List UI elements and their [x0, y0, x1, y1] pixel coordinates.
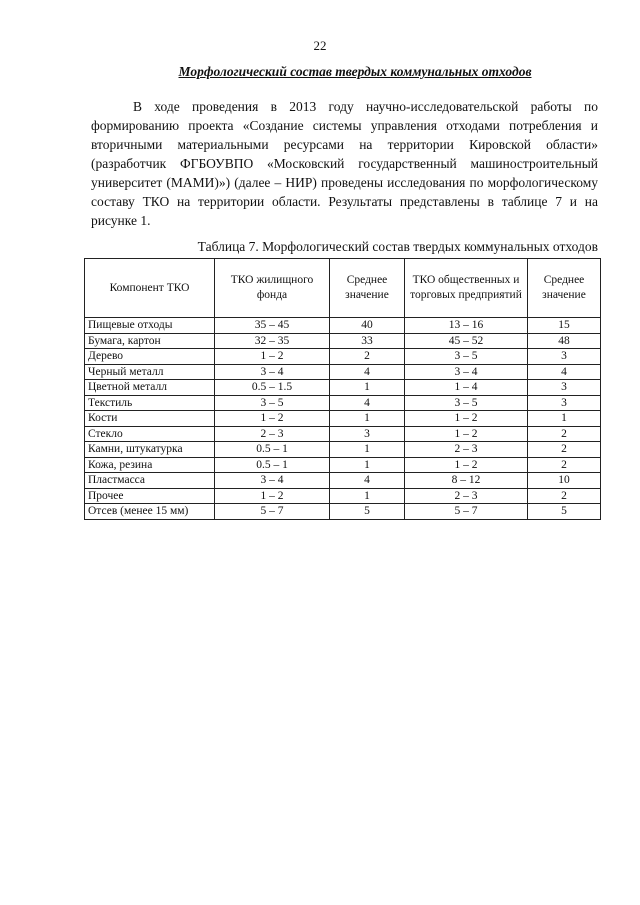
component-name-cell: Текстиль — [85, 395, 215, 411]
commercial-average-cell: 3 — [528, 349, 601, 365]
commercial-range-cell: 3 – 5 — [405, 395, 528, 411]
residential-average-cell: 4 — [330, 473, 405, 489]
residential-range-cell: 32 – 35 — [215, 333, 330, 349]
residential-range-cell: 3 – 4 — [215, 364, 330, 380]
table-row — [85, 395, 601, 411]
component-name-cell: Кожа, резина — [85, 457, 215, 473]
residential-range-cell: 0.5 – 1.5 — [215, 380, 330, 396]
commercial-average-cell: 10 — [528, 473, 601, 489]
header-component: Компонент ТКО — [85, 259, 215, 318]
commercial-average-cell: 5 — [528, 504, 601, 520]
commercial-range-cell: 3 – 5 — [405, 349, 528, 365]
table-row — [85, 457, 601, 473]
residential-average-cell: 3 — [330, 426, 405, 442]
residential-range-cell: 5 – 7 — [215, 504, 330, 520]
component-name-cell: Камни, штукатурка — [85, 442, 215, 458]
commercial-range-cell: 1 – 2 — [405, 457, 528, 473]
waste-composition-table — [84, 258, 601, 520]
commercial-range-cell: 3 – 4 — [405, 364, 528, 380]
table-row — [85, 333, 601, 349]
commercial-range-cell: 1 – 2 — [405, 411, 528, 427]
commercial-range-cell: 2 – 3 — [405, 488, 528, 504]
commercial-average-cell: 2 — [528, 442, 601, 458]
commercial-average-cell: 48 — [528, 333, 601, 349]
page-number: 22 — [313, 38, 327, 53]
residential-range-cell: 3 – 4 — [215, 473, 330, 489]
table-row — [85, 380, 601, 396]
residential-range-cell: 2 – 3 — [215, 426, 330, 442]
residential-average-cell: 33 — [330, 333, 405, 349]
component-name-cell: Цветной металл — [85, 380, 215, 396]
commercial-average-cell: 2 — [528, 457, 601, 473]
commercial-range-cell: 13 – 16 — [405, 318, 528, 334]
header-commercial: ТКО общественных и торговых предприятий — [405, 259, 528, 318]
table-header-row — [85, 259, 601, 318]
table-row — [85, 318, 601, 334]
commercial-average-cell: 3 — [528, 380, 601, 396]
component-name-cell: Бумага, картон — [85, 333, 215, 349]
table-row — [85, 488, 601, 504]
commercial-average-cell: 15 — [528, 318, 601, 334]
commercial-range-cell: 1 – 4 — [405, 380, 528, 396]
table-row — [85, 411, 601, 427]
residential-average-cell: 1 — [330, 488, 405, 504]
residential-average-cell: 4 — [330, 364, 405, 380]
commercial-range-cell: 5 – 7 — [405, 504, 528, 520]
residential-range-cell: 1 – 2 — [215, 349, 330, 365]
component-name-cell: Пластмасса — [85, 473, 215, 489]
table-row — [85, 473, 601, 489]
table-caption: Таблица 7. Морфологический состав твердых коммунальных отходов — [197, 239, 598, 254]
component-name-cell: Стекло — [85, 426, 215, 442]
component-name-cell: Дерево — [85, 349, 215, 365]
residential-average-cell: 4 — [330, 395, 405, 411]
residential-average-cell: 5 — [330, 504, 405, 520]
residential-average-cell: 1 — [330, 380, 405, 396]
residential-average-cell: 1 — [330, 411, 405, 427]
table-body — [85, 318, 601, 520]
residential-average-cell: 40 — [330, 318, 405, 334]
table-row — [85, 349, 601, 365]
body-paragraph: В ходе проведения в 2013 году научно-исследовательской работы по формированию проекта «Создание системы управления отходами потребления и вторичными материальными ресурсами на территории Кировской области» (разработчик ФГБОУВПО «Московский государственный машиностроительный университет (МАМИ)») (далее – НИР) проведены исследования по морфологическому составу ТКО на территории области. Результаты представлены в таблице 7 и на рисунке 1. — [91, 99, 598, 228]
commercial-range-cell: 45 – 52 — [405, 333, 528, 349]
commercial-average-cell: 2 — [528, 426, 601, 442]
header-commercial-average: Среднее значение — [528, 259, 601, 318]
header-residential-average: Среднее значение — [330, 259, 405, 318]
residential-range-cell: 35 – 45 — [215, 318, 330, 334]
commercial-average-cell: 4 — [528, 364, 601, 380]
table-row — [85, 504, 601, 520]
residential-range-cell: 1 – 2 — [215, 488, 330, 504]
residential-average-cell: 2 — [330, 349, 405, 365]
residential-average-cell: 1 — [330, 457, 405, 473]
commercial-average-cell: 2 — [528, 488, 601, 504]
residential-range-cell: 3 – 5 — [215, 395, 330, 411]
residential-range-cell: 0.5 – 1 — [215, 457, 330, 473]
commercial-average-cell: 1 — [528, 411, 601, 427]
commercial-average-cell: 3 — [528, 395, 601, 411]
component-name-cell: Прочее — [85, 488, 215, 504]
component-name-cell: Кости — [85, 411, 215, 427]
header-residential: ТКО жилищного фонда — [215, 259, 330, 318]
component-name-cell: Черный металл — [85, 364, 215, 380]
residential-range-cell: 0.5 – 1 — [215, 442, 330, 458]
table-row — [85, 364, 601, 380]
commercial-range-cell: 1 – 2 — [405, 426, 528, 442]
residential-average-cell: 1 — [330, 442, 405, 458]
commercial-range-cell: 2 – 3 — [405, 442, 528, 458]
table-row — [85, 442, 601, 458]
component-name-cell: Отсев (менее 15 мм) — [85, 504, 215, 520]
commercial-range-cell: 8 – 12 — [405, 473, 528, 489]
table-row — [85, 426, 601, 442]
component-name-cell: Пищевые отходы — [85, 318, 215, 334]
residential-range-cell: 1 – 2 — [215, 411, 330, 427]
section-heading: Морфологический состав твердых коммунальных отходов — [178, 64, 532, 79]
